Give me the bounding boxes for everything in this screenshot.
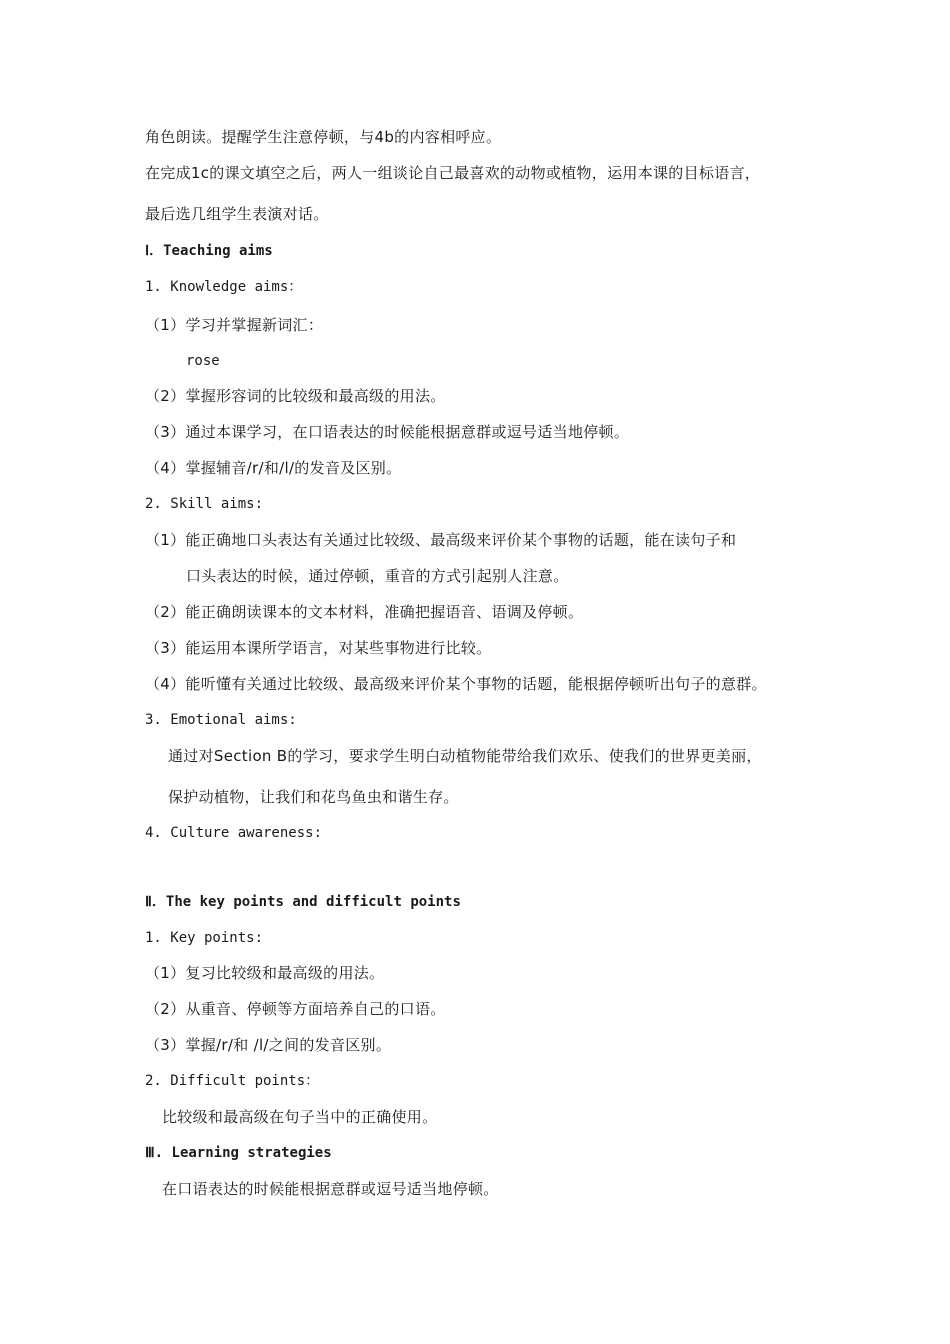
knowledge-item-2: （2）掌握形容词的比较级和最高级的用法。 bbox=[145, 387, 446, 405]
key-points-title: 1. Key points: bbox=[145, 930, 264, 946]
knowledge-item-3: （3）通过本课学习，在口语表达的时候能根据意群或逗号适当地停顿。 bbox=[145, 423, 630, 441]
skill-item-2: （2）能正确朗读课本的文本材料，准确把握语音、语调及停顿。 bbox=[145, 603, 584, 621]
section-heading-teaching-aims: Ⅰ．Teaching aims bbox=[145, 243, 273, 259]
knowledge-item-1: （1）学习并掌握新词汇： bbox=[145, 316, 324, 334]
key-point-3: （3）掌握/r/和 /l/之间的发音区别。 bbox=[145, 1036, 392, 1054]
intro-line-1: 角色朗读。提醒学生注意停顿，与4b的内容相呼应。 bbox=[145, 128, 502, 146]
section-heading-learning-strategies: Ⅲ. Learning strategies bbox=[145, 1145, 332, 1161]
knowledge-aims-title: 1. Knowledge aims： bbox=[145, 279, 303, 295]
emotional-text-1: 通过对Section B的学习，要求学生明白动植物能带给我们欢乐、使我们的世界更美丽， bbox=[168, 747, 762, 765]
key-point-2: （2）从重音、停顿等方面培养自己的口语。 bbox=[145, 1000, 446, 1018]
skill-item-1-line-2: 口头表达的时候，通过停顿，重音的方式引起别人注意。 bbox=[186, 567, 569, 585]
skill-aims-title: 2. Skill aims: bbox=[145, 496, 264, 512]
vocab-word: rose bbox=[186, 353, 220, 369]
section-heading-key-points: Ⅱ．The key points and difficult points bbox=[145, 894, 461, 910]
culture-awareness-title: 4. Culture awareness: bbox=[145, 825, 323, 841]
learning-strategies-text: 在口语表达的时候能根据意群或逗号适当地停顿。 bbox=[162, 1180, 499, 1198]
intro-line-2: 在完成1c的课文填空之后，两人一组谈论自己最喜欢的动物或植物，运用本课的目标语言， bbox=[145, 164, 761, 182]
knowledge-item-4: （4）掌握辅音/r/和/l/的发音及区别。 bbox=[145, 459, 402, 477]
skill-item-1-line-1: （1）能正确地口头表达有关通过比较级、最高级来评价某个事物的话题，能在读句子和 bbox=[145, 531, 737, 549]
difficult-points-title: 2. Difficult points： bbox=[145, 1073, 320, 1089]
intro-line-3: 最后选几组学生表演对话。 bbox=[145, 205, 329, 223]
emotional-aims-title: 3. Emotional aims: bbox=[145, 712, 297, 728]
key-point-1: （1）复习比较级和最高级的用法。 bbox=[145, 964, 385, 982]
emotional-text-2: 保护动植物，让我们和花鸟鱼虫和谐生存。 bbox=[168, 788, 459, 806]
skill-item-4: （4）能听懂有关通过比较级、最高级来评价某个事物的话题，能根据停顿听出句子的意群。 bbox=[145, 675, 767, 693]
skill-item-3: （3）能运用本课所学语言，对某些事物进行比较。 bbox=[145, 639, 492, 657]
difficult-point-1: 比较级和最高级在句子当中的正确使用。 bbox=[162, 1108, 438, 1126]
